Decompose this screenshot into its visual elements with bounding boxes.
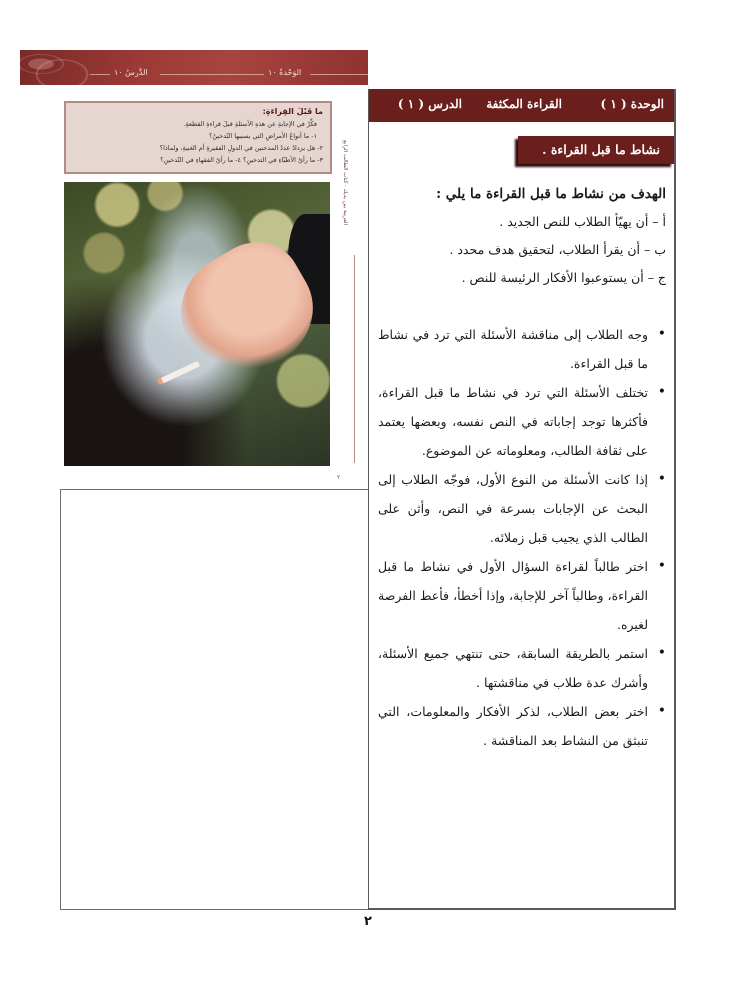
thumbnail-page-number: ٢ — [337, 474, 341, 481]
instruction-item: • تختلف الأسئلة التي ترد في نشاط ما قبل القراءة، فأكثرها توجد إجاباته في النص نفسه، وبعضها يعتمد على ثقافة الطالب، ومعلوماته عن الموضوع. — [378, 378, 666, 465]
question-item: ٢- هل يزدادُ عددُ المدخنين في الدولِ الفقيرةِ أم الغنيةِ، ولماذا؟ — [159, 144, 323, 152]
pre-reading-question-box — [64, 101, 332, 174]
banner-unit-label: الوَحْدةُ ١٠ — [268, 68, 302, 77]
instruction-item: • وجه الطلاب إلى مناقشة الأسئلة التي ترد في نشاط ما قبل القراءة. — [378, 320, 666, 378]
instruction-item: • اختر طالباً لقراءة السؤال الأول في نشاط ما قبل القراءة، وطالباً آخر للإجابة، وإذا أخطأ، فأعط الفرصة لغيره. — [378, 552, 666, 639]
question-box-title: ما قَبْلَ القِراءَةِ: — [262, 107, 323, 116]
guide-content — [378, 180, 666, 755]
goal-heading: الهدف من نشاط ما قبل القراءة ما يلي : — [436, 186, 666, 202]
banner-divider — [310, 74, 368, 75]
question-item: ١- ما أنواعُ الأمراضِ التي يسببها التّدخينُ؟ — [209, 132, 317, 140]
header-lesson: الدرس ( ١ ) — [397, 97, 462, 111]
instruction-item: • اختر بعض الطلاب، لذكر الأفكار والمعلومات، التي تنبثق من النشاط بعد المناقشة . — [378, 697, 666, 755]
student-page-banner — [20, 50, 368, 85]
question-item: ٣- ما رأيُ الأطبّاءِ في التدخينِ؟ ٤- ما رأيُ الفقهاءِ في التّدخينِ؟ — [160, 156, 323, 164]
instruction-item: • استمر بالطريقة السابقة، حتى تنتهي جميع الأسئلة، وأشرك عدة طلاب في مناقشتها . — [378, 639, 666, 697]
teacher-notes-box — [60, 489, 368, 910]
goal-item: ج – أن يستوعبوا الأفكار الرئيسة للنص . — [461, 270, 666, 285]
lesson-header-bar — [369, 89, 674, 122]
banner-divider — [160, 74, 264, 75]
page-number: ٢ — [364, 914, 372, 929]
goal-item: أ – أن يهيّأ الطلاب للنص الجديد . — [499, 214, 666, 229]
question-box-intro: فكِّرْ في الإجابةِ عن هذهِ الأسئلةِ قبلَ قراءةِ القطعةِ. — [183, 120, 317, 128]
section-title: نشاط ما قبل القراءة . — [518, 136, 674, 164]
smoking-photo — [64, 182, 330, 466]
banner-lesson-label: الدَّرسُ ١٠ — [114, 68, 148, 77]
spine-divider — [354, 255, 355, 463]
banner-divider — [90, 74, 110, 75]
header-title: القراءة المكثفة — [486, 97, 562, 111]
goal-item: ب – أن يقرأ الطلاب، لتحقيق هدف محدد . — [449, 242, 666, 257]
header-unit: الوحدة ( ١ ) — [600, 97, 664, 111]
decorative-swirl-icon — [20, 50, 90, 85]
book-spine-text: العربية بين يديك · كتاب الطالب الرابع — [342, 140, 348, 226]
instruction-item: • إذا كانت الأسئلة من النوع الأول، فوجّه الطلاب إلى البحث عن الإجابات بسرعة في النص، وأثن على الطالب الذي يجيب قبل زملائه. — [378, 465, 666, 552]
cigarette-icon — [157, 361, 200, 385]
instruction-list — [378, 320, 666, 755]
